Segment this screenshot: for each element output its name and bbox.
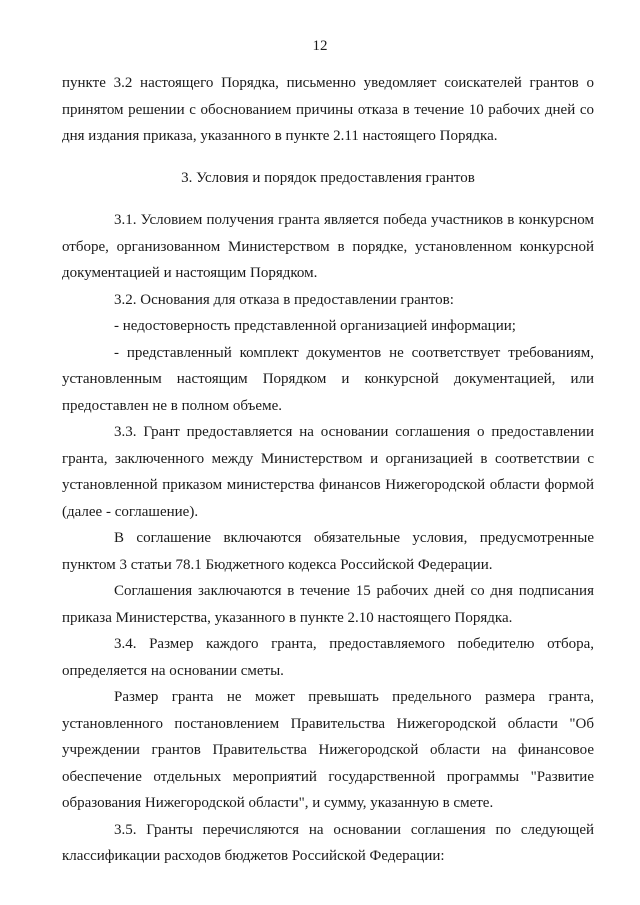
paragraph-3-3: 3.3. Грант предоставляется на основании соглашения о предоставлении гранта, заключенного между Министерством и организацией в соответствии с установленной приказом министерства финансов Нижегородской области формой (далее - соглашение). (62, 424, 594, 520)
section-heading: 3. Условия и порядок предоставления грантов (181, 169, 475, 186)
paragraph-grant-limit: Размер гранта не может превышать предельного размера гранта, установленного постановлением Правительства Нижегородской области "Об учреждении грантов Правительства Нижегородской области на финансовое обеспечение отдельных мероприятий государственной программы "Развитие образования Нижегородской области", и сумму, указанную в смете. (62, 689, 594, 811)
paragraph-3-2: 3.2. Основания для отказа в предоставлении грантов: (114, 291, 454, 308)
page-number: 12 (312, 38, 328, 54)
document-body (62, 70, 594, 870)
paragraph-3-5: 3.5. Гранты перечисляются на основании соглашения по следующей классификации расходов бюджетов Российской Федерации: (62, 821, 594, 864)
list-item-incomplete-documents: - представленный комплект документов не соответствует требованиям, установленным настоящим Порядком и конкурсной документацией, или предоставлен не в полном объеме. (62, 344, 594, 414)
list-item-unreliable-info: - недостоверность представленной организацией информации; (114, 318, 516, 334)
paragraph-agreement-deadline: Соглашения заключаются в течение 15 рабочих дней со дня подписания приказа Министерства, указанного в пункте 2.10 настоящего Порядка. (62, 583, 594, 626)
paragraph-continuation: пункте 3.2 настоящего Порядка, письменно уведомляет соискателей грантов о принятом решении с обоснованием причины отказа в течение 10 рабочих дней со дня издания приказа, указанного в пункте 2.11 настоящего Порядка. (62, 75, 594, 144)
paragraph-3-1: 3.1. Условием получения гранта является победа участников в конкурсном отборе, организованном Министерством в порядке, установленном конкурсной документацией и настоящим Порядком. (62, 212, 594, 281)
paragraph-3-4: 3.4. Размер каждого гранта, предоставляемого победителю отбора, определяется на основании сметы. (62, 636, 594, 679)
paragraph-agreement-conditions: В соглашение включаются обязательные условия, предусмотренные пунктом 3 статьи 78.1 Бюджетного кодекса Российской Федерации. (62, 530, 594, 573)
